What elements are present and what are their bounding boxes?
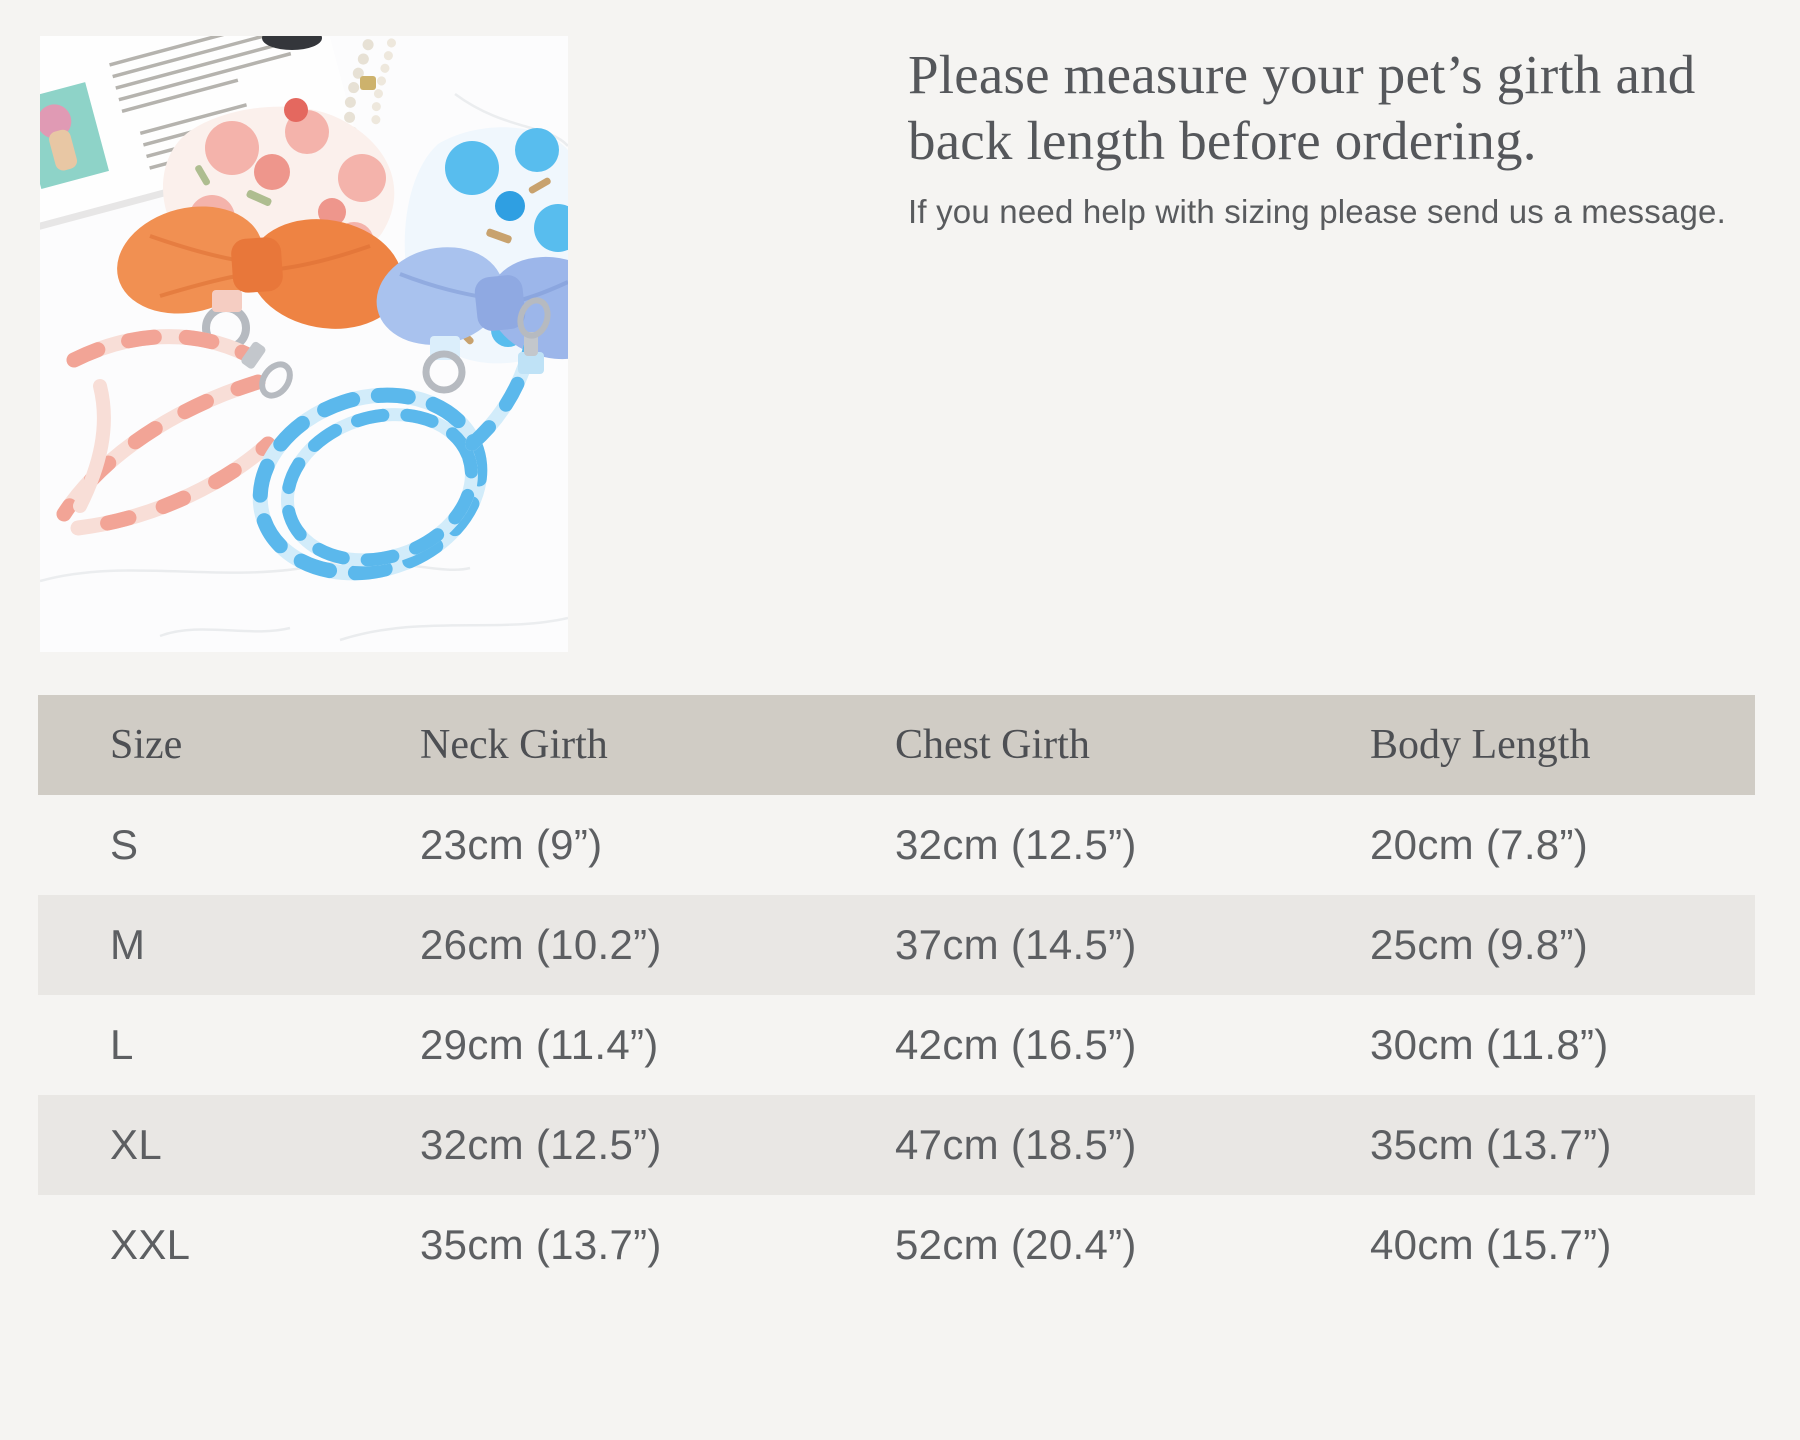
table-row-l (38, 995, 1755, 1095)
cell-chest-girth: 37cm (14.5”) (895, 921, 1137, 968)
cell-neck-girth: 32cm (12.5”) (420, 1121, 662, 1168)
column-header-size: Size (110, 722, 183, 768)
size-chart-table (38, 695, 1755, 1295)
cell-size: XXL (110, 1221, 191, 1268)
cell-body-length: 30cm (11.8”) (1370, 1021, 1609, 1068)
cell-neck-girth: 35cm (13.7”) (420, 1221, 662, 1268)
table-row-xl (38, 1095, 1755, 1195)
cell-body-length: 25cm (9.8”) (1370, 921, 1589, 968)
sizing-heading-line1: Please measure your pet’s girth and (908, 44, 1696, 105)
table-row-s (38, 795, 1755, 895)
cell-chest-girth: 42cm (16.5”) (895, 1021, 1137, 1068)
cell-body-length: 40cm (15.7”) (1370, 1221, 1612, 1268)
sizing-heading (908, 42, 1800, 174)
product-photo-art (40, 36, 568, 652)
sizing-heading-line2: back length before ordering. (908, 110, 1537, 171)
cell-chest-girth: 47cm (18.5”) (895, 1121, 1137, 1168)
table-header-row (38, 695, 1755, 795)
chain-clasp (360, 76, 376, 90)
table-row-xxl (38, 1195, 1755, 1295)
cell-chest-girth: 32cm (12.5”) (895, 821, 1137, 868)
column-header-neck-girth: Neck Girth (420, 722, 608, 768)
product-photo (40, 36, 568, 652)
cell-body-length: 35cm (13.7”) (1370, 1121, 1612, 1168)
cell-size: S (110, 821, 139, 868)
cell-neck-girth: 26cm (10.2”) (420, 921, 662, 968)
cell-neck-girth: 23cm (9”) (420, 821, 603, 868)
cell-chest-girth: 52cm (20.4”) (895, 1221, 1137, 1268)
cell-size: L (110, 1021, 134, 1068)
sizing-help-text: If you need help with sizing please send us a message. (908, 193, 1726, 230)
table-row-m (38, 895, 1755, 995)
column-header-chest-girth: Chest Girth (895, 722, 1090, 768)
cell-size: XL (110, 1121, 162, 1168)
cell-body-length: 20cm (7.8”) (1370, 821, 1589, 868)
cell-size: M (110, 921, 146, 968)
cell-neck-girth: 29cm (11.4”) (420, 1021, 659, 1068)
column-header-body-length: Body Length (1370, 722, 1591, 768)
